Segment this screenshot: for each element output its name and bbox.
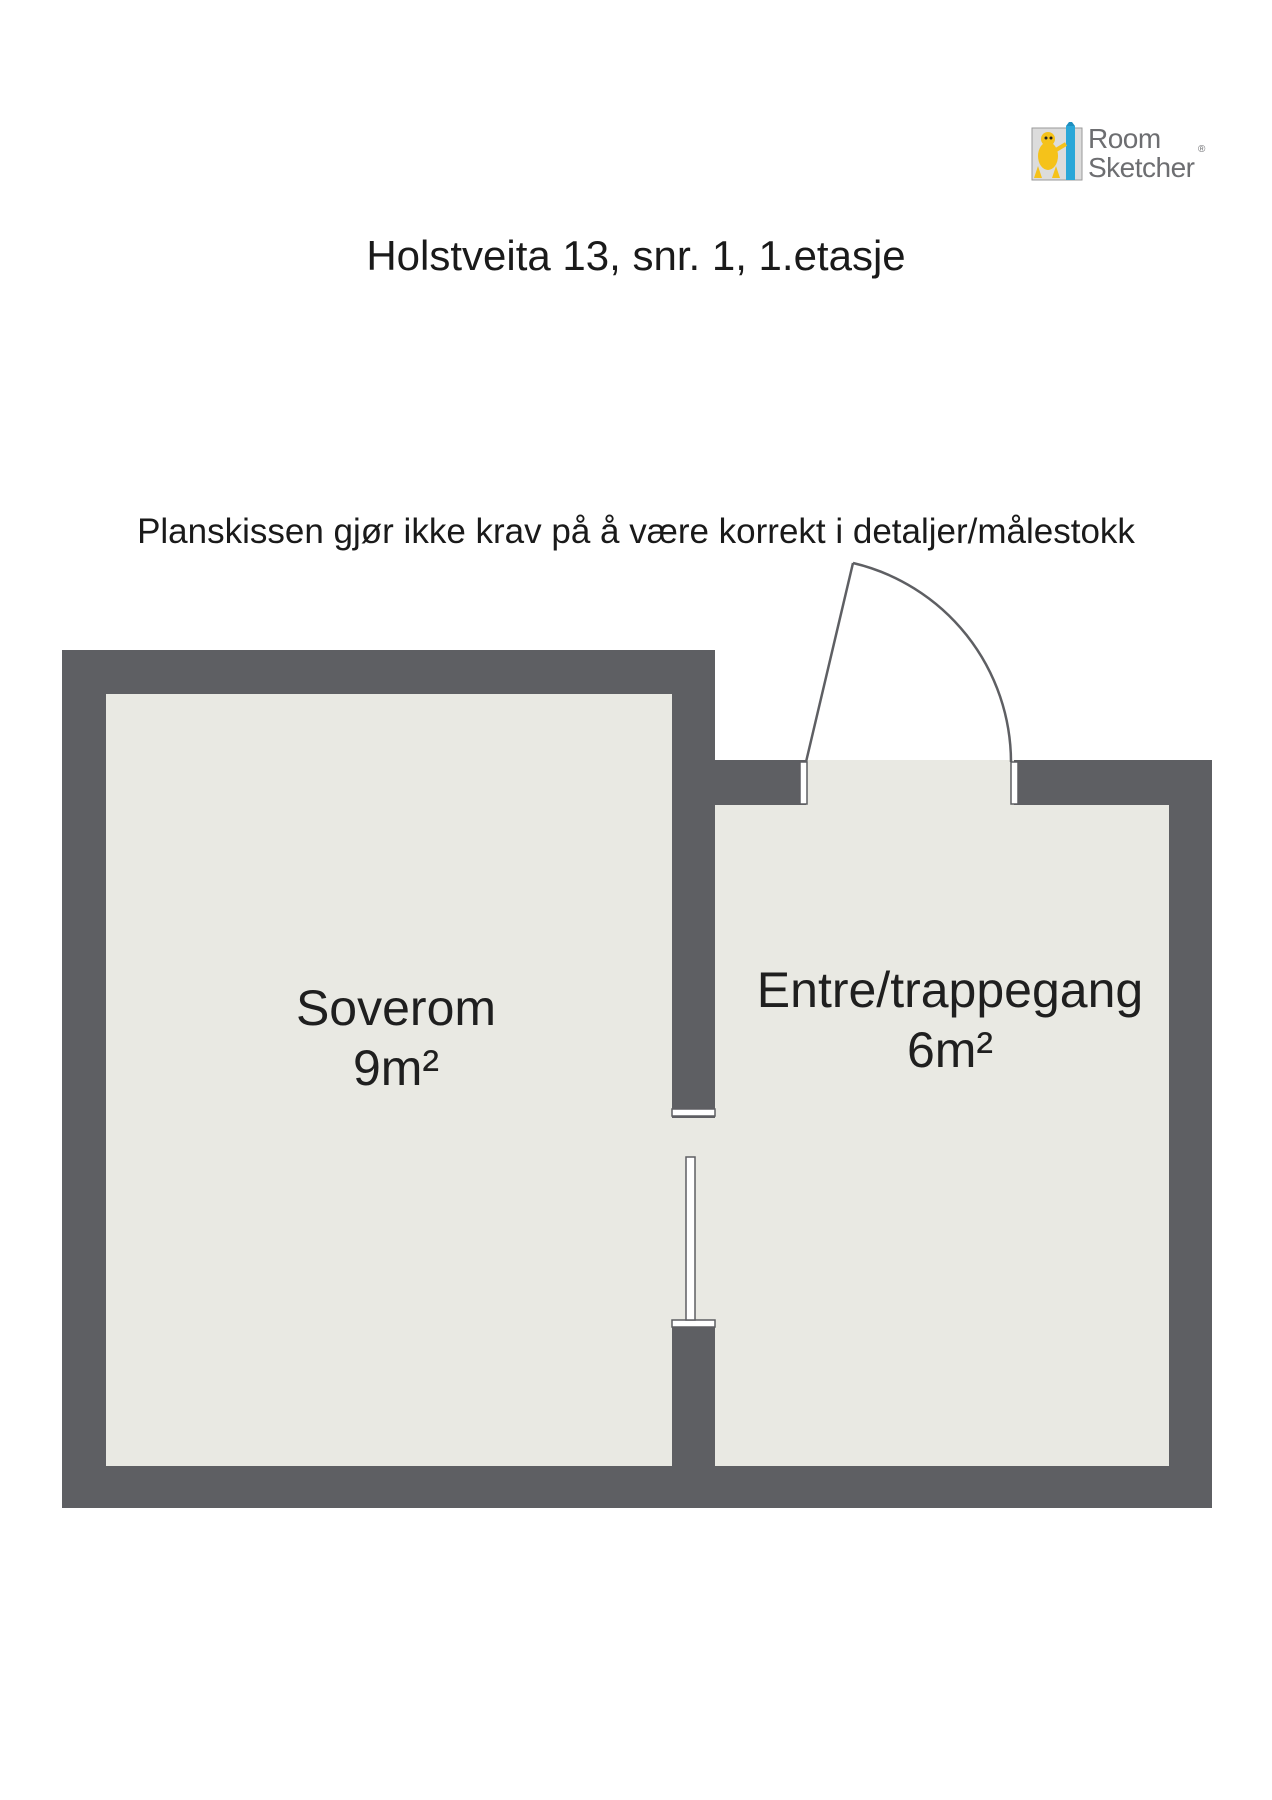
interior-sliding-door — [686, 1157, 695, 1320]
room-name: Soverom — [295, 980, 497, 1036]
logo-registered-mark: ® — [1198, 144, 1206, 155]
room-area: 9m² — [352, 1040, 440, 1096]
entrance-door-leaf — [806, 563, 853, 762]
interior-jamb-bottom — [672, 1320, 715, 1327]
entrance-opening — [806, 760, 1014, 805]
entrance-jamb-right — [1011, 762, 1018, 804]
disclaimer-text: Planskissen gjør ikke krav på å være korrekt i detaljer/målestokk — [137, 512, 1135, 551]
room-label-soverom — [236, 978, 556, 1098]
entre-floor — [715, 805, 1169, 1466]
interior-jamb-top — [672, 1109, 715, 1116]
logo-text-room: Room — [1088, 123, 1161, 154]
room-area: 6m² — [906, 1022, 994, 1078]
logo-text-sketcher: Sketcher — [1088, 152, 1195, 183]
room-name: Entre/trappegang — [756, 962, 1144, 1018]
entrance-jamb-left — [800, 762, 807, 804]
room-label-entre — [720, 960, 1180, 1080]
entrance-door-swing-arc — [853, 563, 1011, 762]
plan-title: Holstveita 13, snr. 1, 1.etasje — [366, 232, 906, 279]
